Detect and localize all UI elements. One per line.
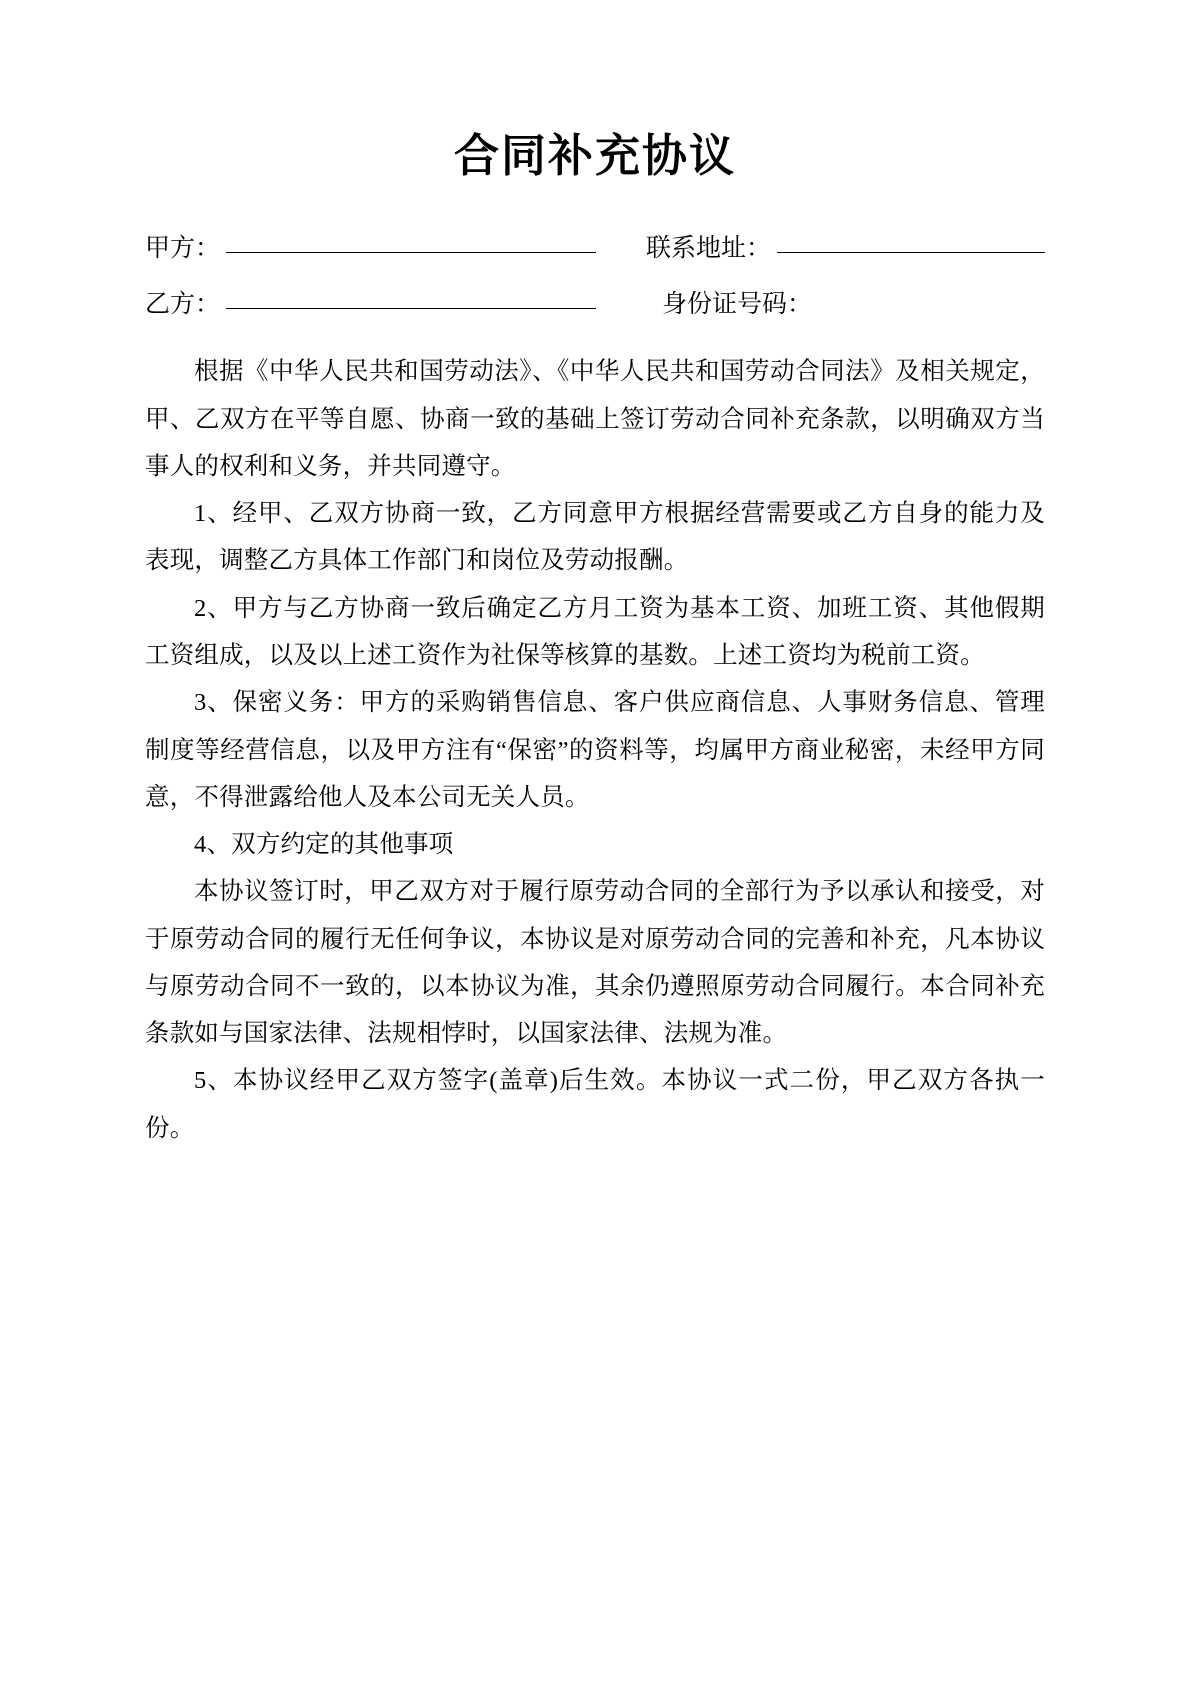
- paragraph-clause-1: 1、经甲、乙双方协商一致，乙方同意甲方根据经营需要或乙方自身的能力及表现，调整乙方具体工作部门和岗位及劳动报酬。: [145, 500, 1045, 575]
- field-label-contact-address: 联系地址：: [645, 235, 771, 263]
- paragraph-clause-2: 2、甲方与乙方协商一致后确定乙方月工资为基本工资、加班工资、其他假期工资组成，以及以上述工资作为社保等核算的基数。上述工资均为税前工资。: [145, 594, 1045, 669]
- page-title: 合同补充协议: [453, 131, 736, 181]
- field-id-number[interactable]: [662, 292, 812, 317]
- form-row-party-a: [145, 236, 1045, 292]
- paragraph-clause-4: 4、双方约定的其他事项: [194, 831, 454, 859]
- form-row-party-b: [145, 292, 1045, 348]
- paragraph-clause-3: 3、保密义务：甲方的采购销售信息、客户供应商信息、人事财务信息、管理制度等经营信息，以及甲方注有“保密”的资料等，均属甲方商业秘密，未经甲方同意，不得泄露给他人及本公司无关人员。: [145, 689, 1045, 811]
- document-body: [145, 184, 1045, 1152]
- field-label-party-a: 甲方：: [145, 235, 221, 263]
- field-rule-party-a[interactable]: [226, 251, 596, 253]
- paragraph-preamble: 根据《中华人民共和国劳动法》、《中华人民共和国劳动合同法》及相关规定，甲、乙双方在平等自愿、协商一致的基础上签订劳动合同补充条款，以明确双方当事人的权利和义务，并共同遵守。: [145, 358, 1045, 480]
- field-rule-party-b[interactable]: [226, 307, 596, 309]
- field-contact-address[interactable]: [646, 236, 1045, 261]
- paragraph-clause-4-body: 本协议签订时，甲乙双方对于履行原劳动合同的全部行为予以承认和接受，对于原劳动合同的履行无任何争议，本协议是对原劳动合同的完善和补充，凡本协议与原劳动合同不一致的，以本协议为准，其余仍遵照原劳动合同履行。本合同补充条款如与国家法律、法规相悖时，以国家法律、法规为准。: [145, 878, 1045, 1048]
- field-label-id-number: 身份证号码：: [662, 291, 813, 319]
- field-label-party-b: 乙方：: [145, 291, 221, 319]
- field-party-b[interactable]: [145, 292, 596, 317]
- paragraph-clause-5: 5、本协议经甲乙双方签字(盖章)后生效。本协议一式二份，甲乙双方各执一份。: [145, 1067, 1045, 1142]
- field-party-a[interactable]: [145, 236, 596, 261]
- field-rule-contact-address[interactable]: [777, 251, 1045, 253]
